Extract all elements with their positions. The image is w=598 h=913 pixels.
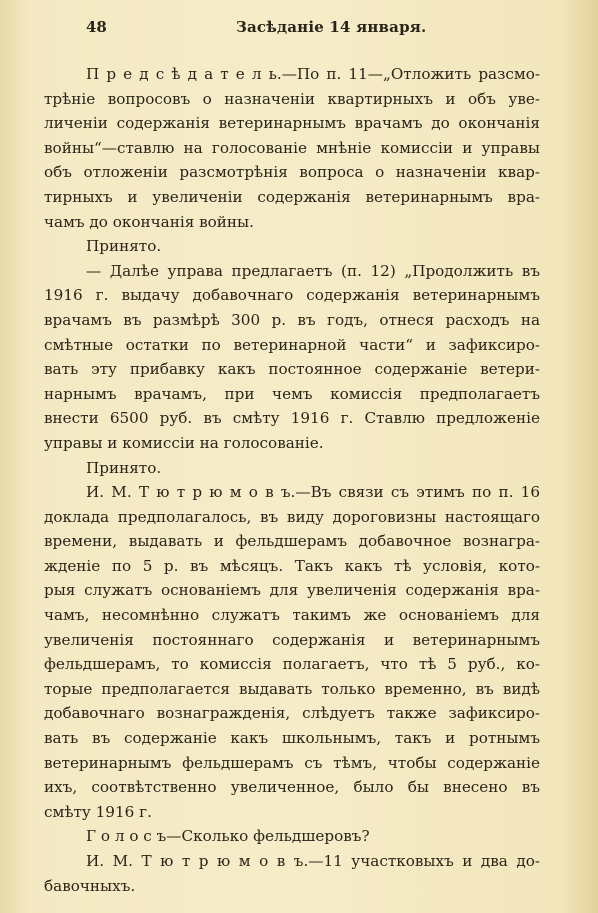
- body-text: [44, 62, 540, 898]
- text-line: И. М. Т ю т р ю м о в ъ.—11 участковыхъ и два до-: [86, 852, 540, 870]
- text-line: П р е д с ѣ д а т е л ь.—По п. 11—„Отложить разсмо-: [86, 65, 540, 83]
- text-line: смѣтные остатки по ветеринарной части“ и зафиксиро-: [44, 335, 540, 354]
- text-line: войны“—ставлю на голосованіе мнѣніе комиссіи и управы: [44, 138, 540, 157]
- text-line: добавочнаго вознагражденія, слѣдуетъ также зафиксиро-: [44, 704, 540, 723]
- text-line: рыя служатъ основаніемъ для увеличенія содержанія вра-: [44, 581, 540, 600]
- text-line: торые предполагается выдавать только временно, въ видѣ: [44, 679, 540, 698]
- text-line: увеличенія постояннаго содержанія и ветеринарнымъ: [44, 630, 540, 649]
- text-line: 1916 г. выдачу добавочнаго содержанія ветеринарнымъ: [44, 286, 540, 305]
- text-line: смѣту 1916 г.: [44, 802, 152, 821]
- text-line: И. М. Т ю т р ю м о в ъ.—Въ связи съ этимъ по п. 16: [86, 483, 540, 502]
- text-line: времени, выдавать и фельдшерамъ добавочное вознагра-: [44, 532, 540, 551]
- text-line: нарнымъ врачамъ, при чемъ комиссія предполагаетъ: [44, 384, 540, 403]
- text-line: Принято.: [86, 237, 162, 256]
- text-line: врачамъ въ размѣрѣ 300 р. въ годъ, отнеся расходъ на: [44, 310, 540, 329]
- page-header: [86, 18, 540, 40]
- text-line: объ отложеніи разсмотрѣнія вопроса о назначеніи квар-: [44, 163, 540, 182]
- text-line: доклада предполагалось, въ виду дороговизны настоящаго: [44, 507, 540, 526]
- text-line: тирныхъ и увеличеніи содержанія ветеринарнымъ вра-: [44, 187, 540, 206]
- text-line: Г о л о с ъ—Сколько фельдшеровъ?: [86, 827, 370, 846]
- text-line: — Далѣе управа предлагаетъ (п. 12) „Продолжить въ: [86, 261, 540, 280]
- text-line: внести 6500 руб. въ смѣту 1916 г. Ставлю предложеніе: [44, 409, 540, 428]
- page-number: 48: [86, 18, 107, 36]
- text-line: трѣніе вопросовъ о назначеніи квартирныхъ и объ уве-: [44, 89, 540, 108]
- text-line: жденіе по 5 р. въ мѣсяцъ. Такъ какъ тѣ условія, кото-: [44, 556, 540, 575]
- text-line: чамъ до окончанія войны.: [44, 212, 254, 231]
- text-line: вать эту прибавку какъ постоянное содержаніе ветери-: [44, 360, 540, 379]
- text-line: бавочныхъ.: [44, 876, 136, 895]
- text-line: личеніи содержанія ветеринарнымъ врачамъ до окончанія: [44, 114, 540, 133]
- text-line: вать въ содержаніе какъ школьнымъ, такъ и ротнымъ: [44, 729, 540, 748]
- running-head: Засѣданіе 14 января.: [236, 18, 427, 36]
- text-line: управы и комиссіи на голосованіе.: [44, 433, 324, 452]
- text-line: ветеринарнымъ фельдшерамъ съ тѣмъ, чтобы содержаніе: [44, 753, 540, 772]
- text-line: Принято.: [86, 458, 162, 477]
- text-line: ихъ, соотвѣтственно увеличенное, было бы внесено въ: [44, 778, 540, 797]
- text-line: чамъ, несомнѣнно служатъ такимъ же основаніемъ для: [44, 606, 540, 625]
- text-line: фельдшерамъ, то комиссія полагаетъ, что тѣ 5 руб., ко-: [44, 655, 540, 674]
